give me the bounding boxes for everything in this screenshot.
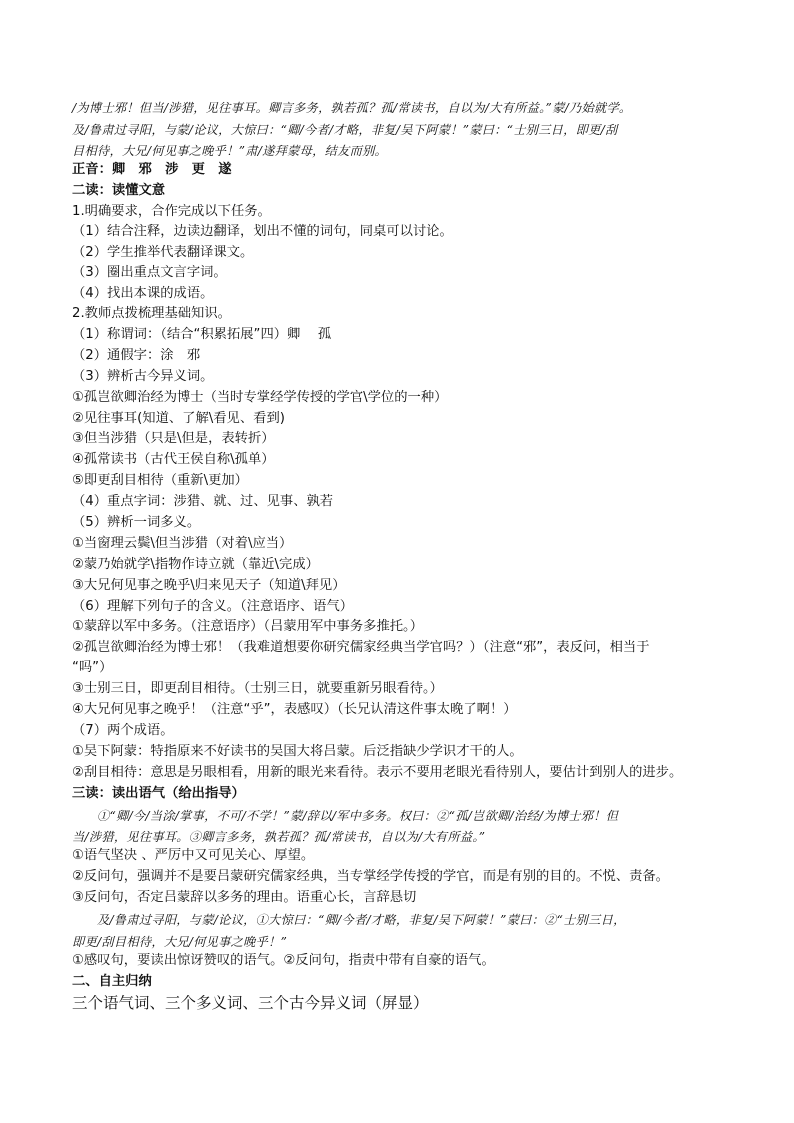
section-heading: 三读：读出语气（给出指导） <box>72 786 245 801</box>
text-line: ③但当涉猎（只是\但是，表转折） <box>72 431 275 446</box>
text-line: （4）重点字词：涉猎、就、过、见事、孰若 <box>72 494 334 509</box>
text-line: ②反问句，强调并不是要吕蒙研究儒家经典，当专掌经学传授的学官，而是有别的目的。不悦、责备。 <box>72 869 669 884</box>
text-line: ②刮目相待：意思是另眼相看，用新的眼光来看待。表示不要用老眼光看待别人，要估计到别人的进步。 <box>72 765 683 780</box>
text-line: 三个语气词、三个多义词、三个古今异义词（屏显） <box>72 994 429 1012</box>
text-line: ②蒙乃始就学\指物作诗立就（靠近\完成） <box>72 557 319 572</box>
text-line: （1）结合注释，边读边翻译，划出不懂的词句，同桌可以讨论。 <box>72 224 453 239</box>
text-line: “吗”） <box>72 660 113 675</box>
text-line: ①感叹句，要读出惊讶赞叹的语气。②反问句，指责中带有自豪的语气。 <box>72 953 495 968</box>
text-line: （2）通假字：涂 邪 <box>72 348 201 363</box>
text-line: ①当窗理云鬓\但当涉猎（对着\应当） <box>72 536 293 551</box>
text-line: ①“卿/今/当涂/掌事，不可/不学！”蒙/辞以/军中多务。权曰：②“孤/岂欲卿/治经/为博士邪！但 <box>72 809 619 823</box>
text-line: 2.教师点拨梳理基础知识。 <box>72 306 231 321</box>
text-line: ③反问句，否定吕蒙辞以多务的理由。语重心长，言辞恳切 <box>72 890 417 905</box>
text-line: ④大兄何见事之晚乎！（注意“乎”，表感叹）（长兄认清这件事太晚了啊！） <box>72 702 517 717</box>
text-line: 当/涉猎，见往事耳。③卿言多务，孰若孤？孤/常读书，自以为/大有所益。” <box>72 830 486 844</box>
text-line: （2）学生推举代表翻译课文。 <box>72 245 254 260</box>
text-line: ①孤岂欲卿治经为博士（当时专掌经学传授的学官\学位的一种） <box>72 390 448 405</box>
text-line: ⑤即更刮目相待（重新\更加） <box>72 473 248 488</box>
text-line: ①吴下阿蒙：特指原来不好读书的吴国大将吕蒙。后泛指缺少学识才干的人。 <box>72 744 523 759</box>
text-line: /为博士邪！但当/涉猎，见往事耳。卿言多务，孰若孤？孤/常读书，自以为/大有所益。”蒙/乃始就学。 <box>72 101 632 115</box>
section-heading: 二、自主归纳 <box>72 974 152 989</box>
text-line: （5）辨析一词多义。 <box>72 515 201 530</box>
text-line: （3）辨析古今异义词。 <box>72 369 214 384</box>
text-line: ①蒙辞以军中多务。（注意语序）（吕蒙用军中事务多推托。） <box>72 619 423 634</box>
text-line: 及/鲁肃过寻阳，与蒙/论议，大惊曰：“卿/今者/才略，非复/吴下阿蒙！”蒙曰：“士别三日，即更/刮 <box>72 123 618 137</box>
text-line: 目相待，大兄/何见事之晚乎！”肃/遂拜蒙母，结友而别。 <box>72 144 388 158</box>
text-line: ②孤岂欲卿治经为博士邪！（我难道想要你研究儒家经典当学官吗？）（注意“邪”，表反问，相当于 <box>72 640 650 655</box>
section-heading: 二读：读懂文意 <box>72 183 166 198</box>
text-line: 即更/刮目相待，大兄/何见事之晚乎！” <box>72 935 288 949</box>
text-line: （6）理解下列句子的含义。（注意语序、语气） <box>72 599 354 614</box>
text-line: ③大兄何见事之晚乎\归来见天子（知道\拜见） <box>72 578 346 593</box>
text-line: 及/鲁肃过寻阳，与蒙/论议，①大惊曰：“卿/今者/才略，非复/吴下阿蒙！”蒙曰：②“士别三日， <box>72 913 626 927</box>
text-line: ③士别三日，即更刮目相待。（士别三日，就要重新另眼看待。） <box>72 681 443 696</box>
text-line: （3）圈出重点文言字词。 <box>72 265 227 280</box>
text-line: （1）称谓词：（结合“积累拓展”四）卿 孤 <box>72 327 332 342</box>
text-line: 1.明确要求，合作完成以下任务。 <box>72 204 271 219</box>
text-line: ④孤常读书（古代王侯自称\孤单） <box>72 452 275 467</box>
pronunciation-line: 正音：卿 邪 涉 更 遂 <box>72 162 232 177</box>
text-line: （4）找出本课的成语。 <box>72 286 214 301</box>
text-line: ①语气坚决 、严厉中又可见关心、厚望。 <box>72 848 315 863</box>
text-line: （7）两个成语。 <box>72 723 174 738</box>
text-line: ②见往事耳(知道、了解\看见、看到) <box>72 411 285 426</box>
